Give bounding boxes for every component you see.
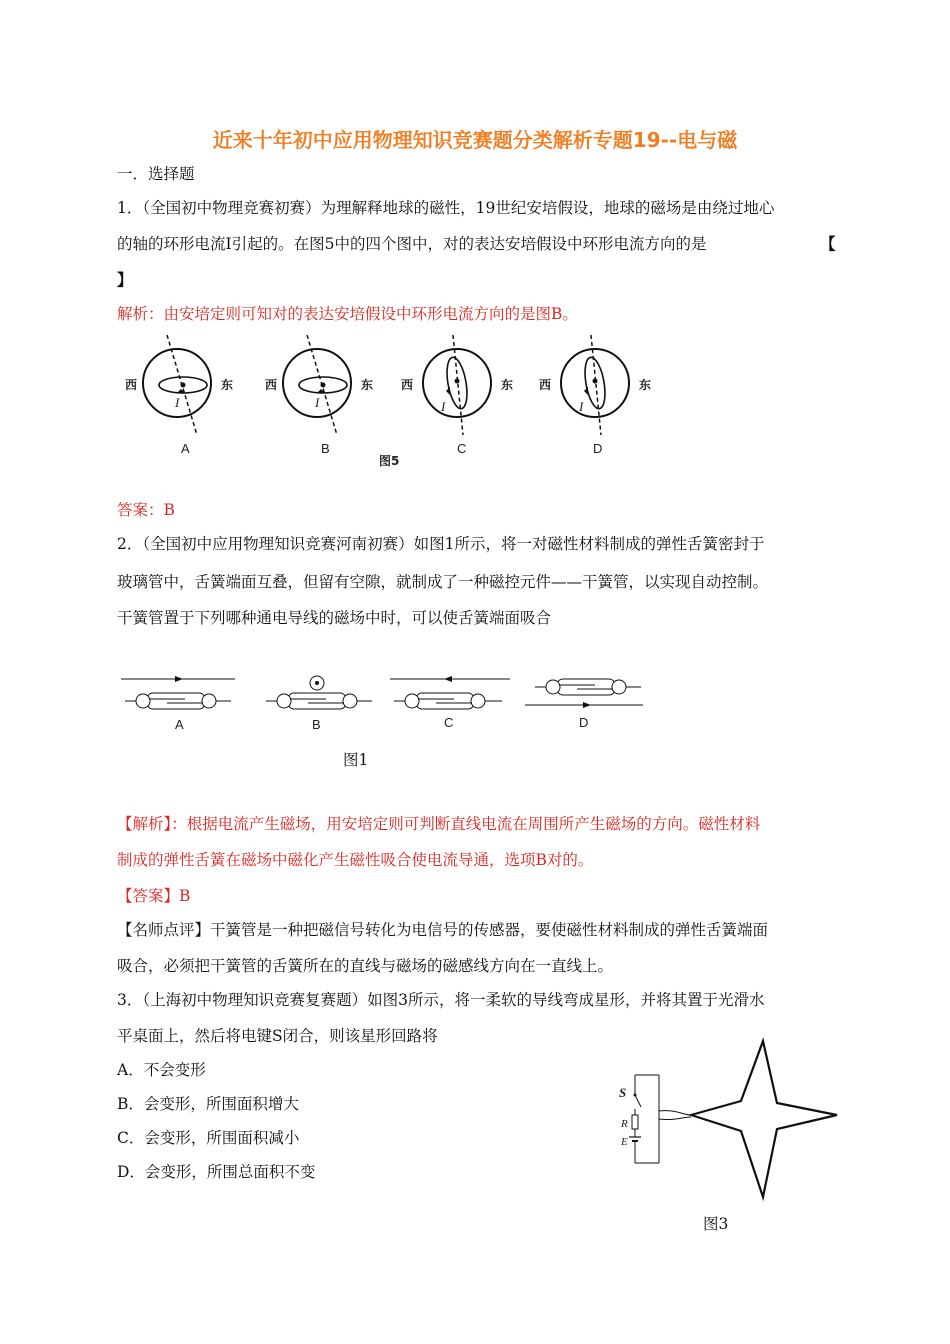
q1-answer: 答案：B bbox=[117, 501, 175, 519]
label-east-b: 东 bbox=[361, 378, 374, 392]
option-label-b: B bbox=[312, 717, 321, 732]
resistor-icon bbox=[632, 1115, 638, 1129]
q1-answer-bracket-close: 】 bbox=[117, 270, 133, 289]
current-label-c: I bbox=[441, 399, 446, 414]
resistor-label: R bbox=[621, 1118, 628, 1130]
globe-a bbox=[125, 335, 233, 456]
q2-analysis-line2: 制成的弹性舌簧在磁场中磁化产生磁性吸合使电流导通，选项B对的。 bbox=[117, 851, 594, 869]
option-label-b: B bbox=[321, 441, 330, 456]
figure-3-caption: 图3 bbox=[703, 1215, 729, 1233]
q2-comment-line2: 吸合，必须把干簧管的舌簧所在的直线与磁场的磁感线方向在一直线上。 bbox=[117, 957, 614, 975]
label-east-a: 东 bbox=[221, 378, 234, 392]
label-west-a: 西 bbox=[125, 378, 138, 392]
option-label-a: A bbox=[175, 717, 184, 732]
label-west-b: 西 bbox=[265, 378, 278, 392]
figure-5-caption: 图5 bbox=[379, 454, 400, 468]
q3-text-line2: 平桌面上，然后将电键S闭合，则该星形回路将 bbox=[117, 1027, 438, 1045]
star-wire bbox=[691, 1041, 837, 1197]
q2-text-line1: 2．（全国初中应用物理知识竞赛河南初赛）如图1所示，将一对磁性材料制成的弹性舌簧密封于 bbox=[117, 535, 765, 553]
reed-switch-b bbox=[266, 676, 372, 732]
option-label-a: A bbox=[181, 441, 190, 456]
q2-analysis-line1: 【解析】：根据电流产生磁场，用安培定则可判断直线电流在周围所产生磁场的方向。磁性材料 bbox=[117, 815, 761, 833]
globe-d bbox=[539, 335, 651, 456]
q3-option-c: C．会变形，所围面积减小 bbox=[117, 1129, 300, 1147]
page-title: 近来十年初中应用物理知识竞赛题分类解析专题19--电与磁 bbox=[212, 128, 738, 152]
q3-option-a: A．不会变形 bbox=[117, 1061, 206, 1079]
reed-switch-d bbox=[525, 679, 643, 730]
current-label-b: I bbox=[315, 395, 320, 410]
current-label-a: I bbox=[175, 395, 180, 410]
switch-label: S bbox=[619, 1085, 627, 1100]
arrow-icon bbox=[444, 676, 452, 682]
q3-option-b: B．会变形，所围面积增大 bbox=[117, 1095, 299, 1113]
q1-text-line2: 的轴的环形电流I引起的。在图5中的四个图中，对的表达安培假设中环形电流方向的是 bbox=[117, 235, 707, 253]
label-west-d: 西 bbox=[539, 378, 552, 392]
battery-label: E bbox=[621, 1136, 628, 1148]
arrow-icon bbox=[583, 702, 591, 708]
section-heading: 一．选择题 bbox=[117, 165, 195, 183]
arrow-icon bbox=[175, 676, 183, 682]
label-east-d: 东 bbox=[639, 378, 652, 392]
arrow-icon bbox=[584, 387, 588, 395]
arrow-icon bbox=[446, 387, 450, 395]
q1-analysis: 解析：由安培定则可知对的表达安培假设中环形电流方向的是图B。 bbox=[117, 305, 578, 323]
switch-icon bbox=[635, 1095, 641, 1107]
figure-1-reed-switches bbox=[115, 665, 655, 735]
current-label-d: I bbox=[579, 399, 584, 414]
option-label-c: C bbox=[457, 441, 467, 456]
q2-text-line3: 干簧管置于下列哪种通电导线的磁场中时，可以使舌簧端面吸合 bbox=[117, 609, 552, 627]
q2-answer: 【答案】B bbox=[117, 887, 191, 905]
q3-text-line1: 3．（上海初中物理知识竞赛复赛题）如图3所示，将一柔软的导线弯成星形，并将其置于光滑水 bbox=[117, 991, 765, 1009]
option-label-d: D bbox=[593, 441, 603, 456]
q2-comment-line1: 【名师点评】干簧管是一种把磁信号转化为电信号的传感器，要使磁性材料制成的弹性舌簧端面 bbox=[117, 921, 769, 939]
q1-text-line1: 1．（全国初中物理竞赛初赛）为理解释地球的磁性，19世纪安培假设，地球的磁场是由绕过地心 bbox=[117, 199, 775, 217]
figure-1-caption: 图1 bbox=[343, 751, 369, 769]
option-label-d: D bbox=[579, 715, 589, 730]
figure-3-star-circuit bbox=[615, 1035, 845, 1205]
label-west-c: 西 bbox=[401, 378, 414, 392]
q3-option-d: D．会变形，所围总面积不变 bbox=[117, 1163, 316, 1181]
option-label-c: C bbox=[444, 715, 454, 730]
globe-c bbox=[401, 335, 513, 456]
label-east-c: 东 bbox=[501, 378, 514, 392]
figure-5 bbox=[115, 335, 675, 475]
reed-switch-a bbox=[121, 676, 235, 732]
globe-b bbox=[265, 335, 373, 456]
q2-text-line2: 玻璃管中，舌簧端面互叠，但留有空隙，就制成了一种磁控元件——干簧管，以实现自动控制。 bbox=[117, 573, 769, 591]
q1-answer-bracket-open: 【 bbox=[820, 234, 836, 253]
reed-switch-c bbox=[390, 676, 510, 730]
